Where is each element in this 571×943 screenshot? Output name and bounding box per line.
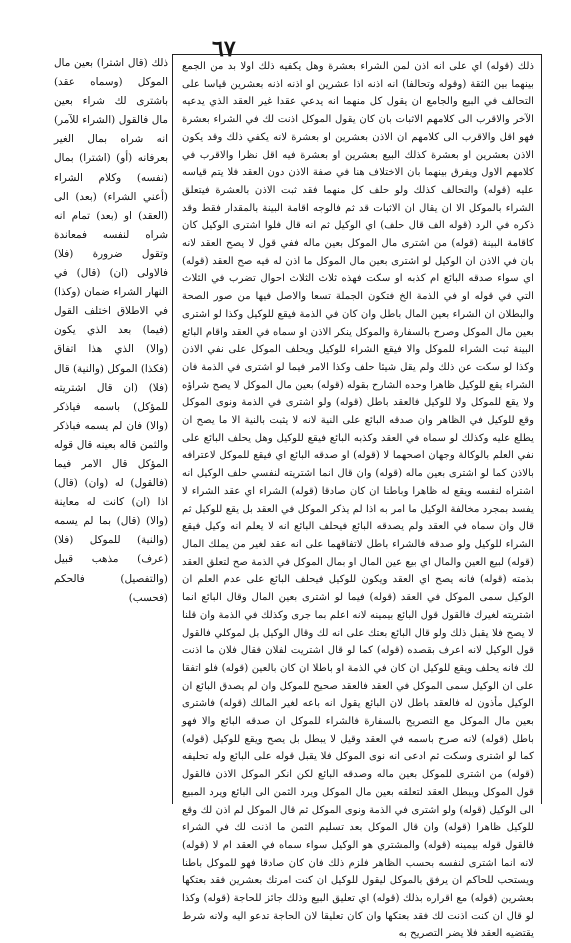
page-number: ٦٧ — [212, 36, 236, 62]
main-text-paragraph: ذلك (قوله) اي على انه اذن لمن الشراء بعشرة وهل يكفيه ذلك اولا بد من الجمع بينهما بين الثقة (وقوله وتحالفا) انه اذنه اذا عشرين او اذنه اذنه بعشرين قياسا على التحالف في البيع والجامع ان يقول كل منهما انه يدعي عقدا غير العقد الذي يدعيه الآخر والاقرب الى كلامهم الاثبات بان كان يقول الموكل اذنت لك في الشراء بعشرة فهو اقل والاقرب الى كلامهم ان الاذن بعشرين او بعشرة لانه يكفي ذلك وقد يكون الاذن بعشرين او بعشرة كذلك البيع بعشرين او بعشرة فيه اقل نظرا والاقرب في كلامهم الاول ويفرق بينهما بان الاختلاف هنا في صفة الاذن دون العقد فلا يتم قياسه عليه (قوله) والتحالف كذلك ولو حلف كل منهما فقد ثبت الاذن بالعشرة فيتعلق الشراء بالموكل الا ان يقال ان الاثبات قد ثم فالوجه اقامة البينة بالمقدار فقط وقد ذكره في الرد (قوله الف قال حلف) اي الوكيل ثم انه قال فلوا اشترى الوكيل كان كاقامة البينة (قوله) من اشترى مال الموكل بعين ماله ففي قول لا يصح العقد لانه بان في الاذن ان الوكيل لو اشترى بعين مال الموكل ما اذن له فيه صح العقد (قوله) اي سواء صدقه البائع ام كذبه او سكت فهذه ثلاث الثلاث احوال تضرب في الثلاث التي في قوله او في الذمة الخ فتكون الجملة تسعا والاصل فيها من صور الصحة والبطلان ان الشراء بعين المال باطل وان كان في الذمة فيقع للوكيل وكذا لو اشترى بعين مال الموكل وصرح بالسفارة والموكل ينكر الاذن او سماه في العقد واقام البائع البينة ثبت الشراء للموكل والا فيقع الشراء للوكيل ويحلف الموكل على نفي الاذن وكذا لو سكت عن ذلك ولم يقل شيئا حلف وكذا الامر فيما لو اشترى في الذمة فان الشراء يقع للوكيل ظاهرا وحده الشارح بقوله (قوله) بعين مال الموكل لا يصح شراؤه ولا يقع للموكل ولا للوكيل فالعقد باطل (قوله) ولو اشترى في الذمة ونوى الموكل وقع للوكيل في الظاهر وان صدقه البائع على النية لانه لا يثبت بالنية الا ما يصح ان يطلع عليه وكذلك لو سماه في العقد وكذبه البائع فيقع للوكيل وهل يحلف البائع على نفي العلم بالوكالة وجهان اصحهما لا (قوله) او صدقه البائع اي فيقع للموكل لاعترافه بالاذن كما لو اشترى بعين ماله (قوله) وان قال انما اشتريته لنفسي حلف الوكيل انه اشتراه لنفسه ويقع له ظاهرا وباطنا ان كان صادقا (قوله) الشراء اي عقد الشراء لا يفسد بمجرد مخالفة الوكيل ما امر به اذا لم يذكر الموكل في العقد بل يقع للوكيل ثم قال وان سماه في العقد ولم يصدقه البائع فيحلف البائع انه لا يعلم انه وكيل فيقع الشراء للوكيل ولو صدقه فالشراء باطل لاتفاقهما على انه عقد لغير من يملك المال (قوله) لبيع العين والمال اي بيع عين المال او بمال الموكل في الذمة صح لتعلق العقد بذمته (قوله) فانه يصح اي العقد ويكون للوكيل فيحلف البائع على عدم العلم ان الوكيل سمى الموكل في العقد (قوله) فيما لو اشترى بعين المال وقال البائع انما اشتريته لغيرك فالقول قول البائع بيمينه لانه اعلم بما جرى وكذلك في الذمة وان قلنا لا يصح فلا يقبل ذلك ولو قال البائع بعتك على انه لك وقال الوكيل بل لموكلي فالقول قول الوكيل لانه اعرف بقصده (قوله) كما لو قال اشتريت لفلان فقال فلان ما اذنت لك فانه يحلف ويقع للوكيل ان كان في الذمة او باطلا ان كان بالعين (قوله) فلو اتفقا على ان الوكيل سمى الموكل في العقد فالعقد صحيح للموكل وان لم يصدق البائع ان الوكيل مأذون له فالعقد باطل لان البائع يقول انه باعه لغير المالك (قوله) فاشترى بعين مال الموكل مع التصريح بالسفارة فالشراء للموكل ان صدقه البائع والا فهو باطل (قوله) لانه صرح باسمه في العقد وقيل لا يبطل بل يصح ويقع للوكيل (قوله) كما لو اشترى وسكت ثم ادعى انه نوى الموكل فلا يقبل قوله على البائع وله تحليفه (قوله) من اشترى للموكل بعين ماله وصدقه البائع لكن انكر الموكل الاذن فالقول قول الموكل ويبطل العقد لتعلقه بعين مال الموكل ويرد الثمن الى البائع ويرد المبيع الى الوكيل (قوله) ولو اشترى في الذمة ونوى الموكل ثم قال الموكل لم اذن لك وقع للوكيل ظاهرا (قوله) وان قال الموكل بعد تسليم الثمن ما اذنت لك في الشراء فالقول قوله بيمينه (قوله) والمشتري هو الوكيل سواء سماه في العقد ام لا (قوله) لانه انما اشترى لنفسه بحسب الظاهر فلزم ذلك فان كان صادقا فهو للموكل باطنا ويستحب للحاكم ان يرفق بالموكل ليقول للوكيل ان كنت امرتك بعشرين فقد بعتكها بعشرين (قوله) مع اقراره بذلك (قوله) اي تعليق البيع وذلك جائز للحاجة (قوله) وكذا لو قال ان كنت اذنت لك فقد بعتكها وان كان تعليقا لان الحاجة تدعو اليه ولانه شرط يقتضيه العقد فلا يضر التصريح به — [182, 61, 534, 940]
margin-note — [53, 54, 168, 604]
main-text-body — [182, 58, 534, 940]
frame-top-rule — [172, 54, 542, 55]
margin-note-text: ذلك (قال اشترا) بعين مال الموكل (وسماه عقد) باشترى لك شراء بعين مال فالقول (الشراء للآمر) انه شراه بمال الغير بعرفانه (أو) (اشترا) بمال (نفسه) وكلام الشراء (أعني الشراء) (بعد) الى (العقد) او (بعد) تمام انه شراه لنفسه فمعاندة وتقول ضرورة (فلا) فالاولى (ان) (قال) في النهار الشراء ضمان (وكذا) في الاطلاق اختلف القول (فيما) بعد الذي يكون (والا) الذي هذا اتفاق (فكذا) الموكل (والنية) قال (فلا) (ان قال اشتريته للمؤكل) باسمه فياذكر (والا) فان لم يسمه فباذكر والثمن قاله بعينه قال قوله المؤكل قال الامر فيما (فالقول) له (وان) (قال) اذا (ان) كانت له معاينة (والا) (قال) بما لم يسمه (والنية) للموكل (فلا) (عرف) مذهب قبيل (والتفصيل) فالحكم (فحسب) — [53, 57, 168, 604]
